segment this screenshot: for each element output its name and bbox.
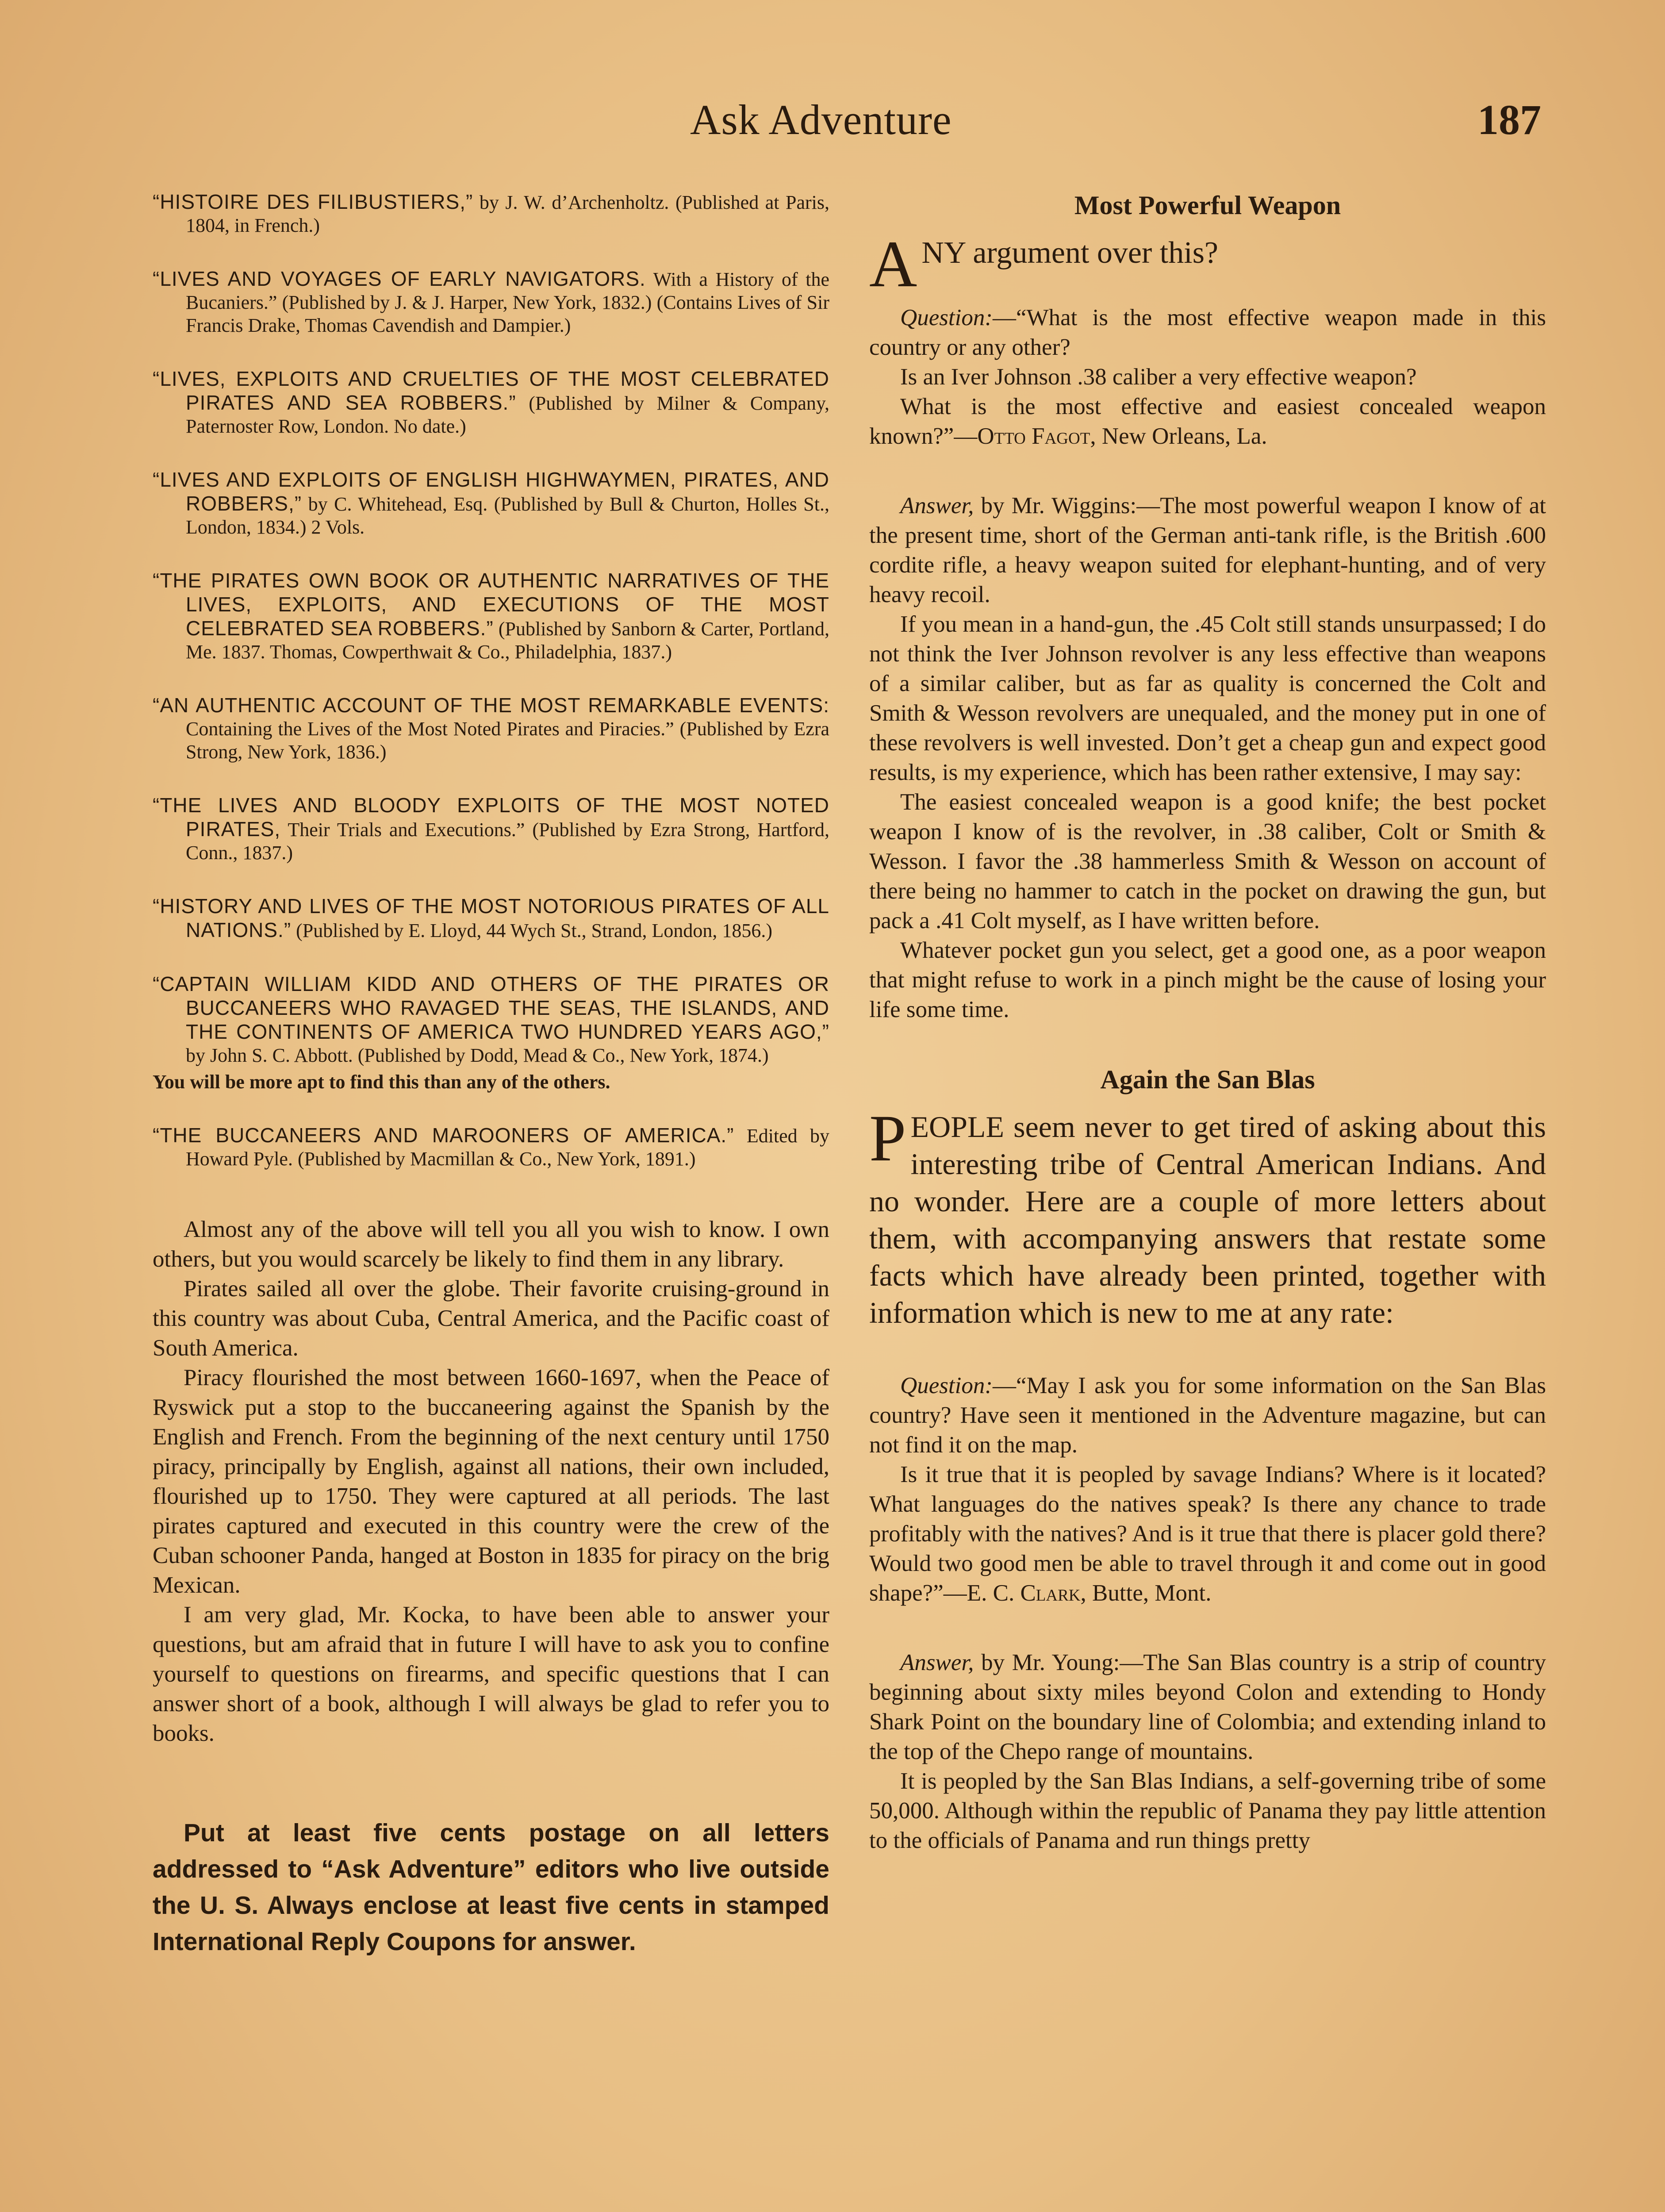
section-heading: Again the San Blas: [1100, 1065, 1315, 1094]
left-column: [153, 190, 829, 1985]
question-paragraph: Is it true that it is peopled by savage Indians? Where is it located? What languages do the natives speak? Is there any chance to trade profitably with the natives? And is it true that there is placer gold there? Would two good men be able to travel through it and come out in good shape?”—E. C. Clark, Butte, Mont.: [869, 1462, 1546, 1606]
drop-cap: A: [869, 227, 917, 301]
postage-notice: Put at least five cents postage on all letters addressed to “Ask Adventure” editors who live outside the U. S. Always enclose at least five cents in stamped International Reply Coupons for answer.: [153, 1819, 829, 1956]
body-paragraph: Piracy flourished the most between 1660-1697, when the Peace of Ryswick put a stop to the buccaneering against the Spanish by the English and French. From the beginning of the next century until 1750 piracy, principally by English, against all nations, their own included, flourished up to 1750. They were captured at all periods. The last pirates captured and executed in this country were the crew of the Cuban schooner Panda, hanged at Boston in 1835 for piracy on the brig Mexican.: [153, 1365, 829, 1598]
bibliography-entry: “THE LIVES AND BLOODY EXPLOITS OF THE MOST NOTED PIRATES, Their Trials and Executions.” (Published by Ezra Strong, Hartford, Conn., 1837.): [153, 794, 829, 864]
bibliography-entry: “HISTORY AND LIVES OF THE MOST NOTORIOUS PIRATES OF ALL NATIONS.” (Published by E. Lloyd, 44 Wych St., Strand, London, 1856.): [153, 895, 829, 941]
body-paragraph: I am very glad, Mr. Kocka, to have been able to answer your questions, but am afraid that in future I will have to ask you to confine yourself to questions on firearms, and specific questions that I can answer short of a book, although I will always be glad to refer you to books.: [153, 1602, 829, 1746]
answer-paragraph: Answer, by Mr. Wiggins:—The most powerful weapon I know of at the present time, short of the German anti-tank rifle, is the British .600 cordite rifle, a heavy weapon suited for elephant-hunting, and of very heavy recoil.: [869, 493, 1546, 607]
answer-paragraph: It is peopled by the San Blas Indians, a self-governing tribe of some 50,000. Although within the republic of Panama they pay little attention to the officials of Panama and run things pretty: [869, 1768, 1546, 1853]
page-number: 187: [1477, 96, 1541, 143]
answer-paragraph: The easiest concealed weapon is a good knife; the best pocket weapon I know of is the revolver, in .38 caliber, Colt or Smith & Wesson. I favor the .38 hammerless Smith & Wesson on account of there being no hammer to catch in the pocket on drawing the gun, but pack a .41 Colt myself, as I have written before.: [869, 789, 1546, 933]
body-paragraph: Almost any of the above will tell you all you wish to know. I own others, but you would scarcely be likely to find them in any library.: [153, 1217, 829, 1272]
bibliography-entry: “LIVES AND VOYAGES OF EARLY NAVIGATORS. With a History of the Bucaniers.” (Published by J. & J. Harper, New York, 1832.) (Contains Lives of Sir Francis Drake, Thomas Cavendish and Dampier.): [153, 267, 829, 336]
answer-paragraph: Answer, by Mr. Young:—The San Blas country is a strip of country beginning about sixty miles beyond Colon and extending to Hondy Shark Point on the boundary line of Colombia; and extending inland to the top of the Chepo range of mountains.: [869, 1650, 1546, 1764]
answer-paragraph: If you mean in a hand-gun, the .45 Colt still stands unsurpassed; I do not think the Iver Johnson revolver is any less effective than weapons of a similar caliber, but as far as quality is concerned the Colt and Smith & Wesson revolvers are unequaled, and the money put in one of these revolvers is well invested. Don’t get a cheap gun and expect good results, is my experience, which has been rather extensive, I may say:: [869, 611, 1546, 785]
question-paragraph: Question:—“What is the most effective weapon made in this country or any other?: [869, 305, 1546, 360]
section-heading: Most Powerful Weapon: [1074, 191, 1341, 220]
bibliography-entry: “HISTOIRE DES FILIBUSTIERS,” by J. W. d’Archenholtz. (Published at Paris, 1804, in French.): [153, 190, 830, 236]
body-paragraph: Pirates sailed all over the globe. Their favorite cruising-ground in this country was about Cuba, Central America, and the Pacific coast of South America.: [153, 1276, 829, 1361]
answer-paragraph: Whatever pocket gun you select, get a good one, as a poor weapon that might refuse to work in a pinch might be the cause of losing your life some time.: [869, 937, 1546, 1022]
bibliography-entry: “LIVES, EXPLOITS AND CRUELTIES OF THE MOST CELEBRATED PIRATES AND SEA ROBBERS.” (Published by Milner & Company, Paternoster Row, London. No date.): [153, 367, 830, 437]
bibliography-entry: “THE BUCCANEERS AND MAROONERS OF AMERICA.” Edited by Howard Pyle. (Published by Macmillan & Co., New York, 1891.): [153, 1124, 830, 1170]
bibliography-note: You will be more apt to find this than any of the others.: [153, 1071, 610, 1093]
bibliography-entry: “CAPTAIN WILLIAM KIDD AND OTHERS OF THE PIRATES OR BUCCANEERS WHO RAVAGED THE SEAS, THE ISLANDS, AND THE CONTINENTS OF AMERICA TWO HUNDRED YEARS AGO,” by John S. C. Abbott. (Published by Dodd, Mead & Co., New York, 1874.): [153, 972, 829, 1066]
section-intro: PEOPLE seem never to get tired of asking about this interesting tribe of Central American Indians. And no wonder. Here are a couple of more letters about them, with accompanying answers that restate some facts which have already been printed, together with information which is new to me at any rate:: [869, 1102, 1546, 1329]
section-intro: ANY argument over this?: [869, 227, 1219, 301]
bibliography-entry: “AN AUTHENTIC ACCOUNT OF THE MOST REMARKABLE EVENTS: Containing the Lives of the Most Noted Pirates and Piracies.” (Published by Ezra Strong, New York, 1836.): [153, 694, 829, 763]
question-paragraph: Is an Iver Johnson .38 caliber a very effective weapon?: [900, 364, 1417, 390]
question-paragraph: Question:—“May I ask you for some information on the San Blas country? Have seen it mentioned in the Adventure magazine, but can not find it on the map.: [869, 1373, 1546, 1458]
running-header: Ask Adventure: [690, 96, 952, 143]
right-column: [869, 190, 1546, 1855]
drop-cap: P: [869, 1102, 906, 1175]
question-paragraph: What is the most effective and easiest concealed weapon known?”—Otto Fagot, New Orleans, La.: [869, 394, 1546, 449]
bibliography-entry: “LIVES AND EXPLOITS OF ENGLISH HIGHWAYMEN, PIRATES, AND ROBBERS,” by C. Whitehead, Esq. (Published by Bull & Churton, Holles St., London, 1834.) 2 Vols.: [153, 468, 829, 538]
bibliography-entry: “THE PIRATES OWN BOOK OR AUTHENTIC NARRATIVES OF THE LIVES, EXPLOITS, AND EXECUTIONS OF THE MOST CELEBRATED SEA ROBBERS.” (Published by Sanborn & Carter, Portland, Me. 1837. Thomas, Cowperthwait & Co., Philadelphia, 1837.): [153, 569, 830, 663]
